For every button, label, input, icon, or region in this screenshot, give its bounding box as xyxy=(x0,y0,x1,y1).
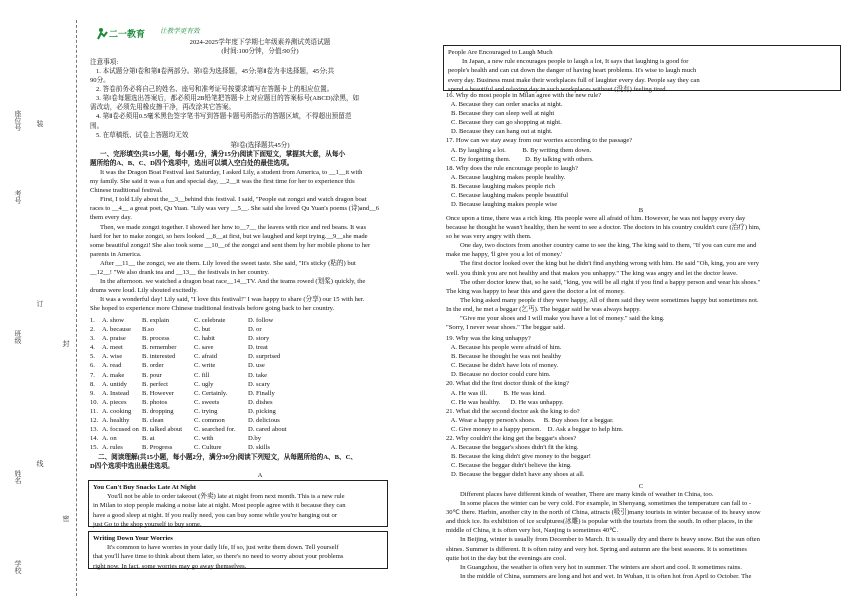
option-n: 9. xyxy=(90,389,95,397)
question-line: D. Because no doctor could cure him. xyxy=(446,371,551,379)
option-c: C. save xyxy=(194,344,214,352)
option-b: B. explain xyxy=(142,317,170,324)
option-d: D. or xyxy=(248,326,262,334)
questions-19-22 xyxy=(446,334,836,480)
option-a: A. cooking xyxy=(102,407,132,415)
note-line: 4. 第Ⅱ卷必须用0.5毫米黑色签字笔书写到答题卡题号所指示的答题区域，不得超出预留范 xyxy=(96,113,352,121)
passage-b-label: B xyxy=(638,207,644,214)
passage-line: Once upon a time, there was a rich king. His people were all afraid of him. However, he was not happy every day xyxy=(446,215,746,222)
option-n: 10. xyxy=(90,398,99,406)
option-row xyxy=(90,316,390,325)
cloze-line: them every day. xyxy=(90,214,132,222)
question-line: 21. What did the second doctor ask the king to do? xyxy=(446,407,580,415)
passage-line: in Milan to stop people making a noise late at night. Most people agree with it because they can xyxy=(93,502,346,510)
option-n: 6. xyxy=(90,362,95,370)
logo-icon xyxy=(96,26,146,40)
margin-label: 线 xyxy=(36,460,43,467)
option-a: A. Instead xyxy=(102,389,130,397)
option-a: A. on xyxy=(102,435,117,443)
section2-instr1: 二、阅读理解(共15小题，每小题2分，满分30分)阅读下列短文，从每题所给的A、B、C、 xyxy=(98,454,357,461)
passage-line: 30℃ there. Harbin, another city in the north of China, attracts (吸引)many tourists in winter because of its heavy snow xyxy=(446,509,761,517)
question-line: D. Because they can hang out at night. xyxy=(446,128,553,136)
option-row xyxy=(90,371,390,380)
option-n: 11. xyxy=(90,407,98,415)
section1-title: 第Ⅰ卷(选择题共45分) xyxy=(230,142,290,149)
option-a: A. make xyxy=(102,371,125,379)
cloze-line: She hoped to experience more Chinese traditional festivals before going back to her country. xyxy=(90,305,335,313)
option-row xyxy=(90,407,390,416)
passage-line: every day. Business must make their workplaces full of laughter every day. People say they can xyxy=(448,76,700,84)
question-line: 18. Why does the rule encourage people to laugh? xyxy=(446,164,578,172)
passage-line: In the end, he met a beggar (乞丐). The beggar said he was always happy. xyxy=(446,305,641,313)
passage-line: because he thought he wasn't healthy, then he went to see a doctor. The doctors in his country couldn't cure (治疗) him, xyxy=(446,224,761,232)
option-c: C. fill xyxy=(194,371,210,379)
option-c: C. with xyxy=(194,435,214,443)
option-d: D. cared about xyxy=(248,426,287,434)
cloze-line: In the afternoon. we watched a dragon boat race__14__TV. And the teams rowed (划桨) quickly, the xyxy=(100,278,366,286)
note-line: 2. 答卷前务必将自己的姓名、座号和准考证号按要求填写在答题卡上的相应位置。 xyxy=(96,86,334,94)
question-line: B. Because laughing makes people rich xyxy=(446,182,555,190)
option-d: D. story xyxy=(248,335,270,343)
option-d: D. skills xyxy=(248,444,270,452)
svg-text:二一教育: 二一教育 xyxy=(109,30,146,40)
option-n: 3. xyxy=(90,335,95,343)
option-n: 5. xyxy=(90,353,95,361)
passage-line: right now, In fact, some worries may go away themselves. xyxy=(93,562,247,570)
option-b: B. However xyxy=(142,389,174,397)
margin-label: 姓名 xyxy=(14,470,21,484)
passage-a2-box xyxy=(88,531,388,569)
question-line: 17. How can we stay away from our worries according to the passage? xyxy=(446,137,633,145)
option-c: C. trying xyxy=(194,407,218,415)
passage-line: shines. Summer is different. It is often rainy and very hot. Spring and autumn are the best seasons. It is sometimes xyxy=(446,545,747,553)
margin-label: 班级 xyxy=(14,330,21,344)
passage-c-label: C xyxy=(638,483,644,490)
passage-line: middle of China, it is often very hot, Nanjing is sometimes 40℃. xyxy=(446,527,619,535)
question-line: C. Because laughing makes people beautiful xyxy=(446,192,569,200)
cloze-passage xyxy=(90,168,435,314)
margin-label: 学校 xyxy=(14,560,21,574)
passage-line: have a good sleep at night. If you really need, you can buy some while you're hanging out or xyxy=(93,511,337,519)
passage-line: In some places the winter can be very cold. For example, in Shenyang, sometimes the temperature can fall to - xyxy=(460,500,752,508)
cloze-line: Chinese traditional festival. xyxy=(90,187,163,195)
option-d: D. use xyxy=(248,362,265,370)
note-line: 3. 第Ⅰ卷每题选出答案后，都必须用2B铅笔把答题卡上对应题目的答案标号(ABCD)涂黑，如 xyxy=(96,95,360,103)
option-d: D. dishes xyxy=(248,398,273,406)
passage-line: so he was very angry with them. xyxy=(446,233,532,241)
passage-line: "Sorry, I never wear shoes." The beggar said. xyxy=(446,324,566,332)
note-line: 围。 xyxy=(90,122,104,130)
option-n: 8. xyxy=(90,380,95,388)
option-d: D. follow xyxy=(248,317,274,324)
notes-list xyxy=(90,67,430,140)
option-c: C. ugly xyxy=(194,380,214,388)
passage-line: The other doctor knew that, so he said, "king, you will be all right if you find a happy person and wear his shoes." xyxy=(460,278,761,286)
option-row xyxy=(90,334,390,343)
option-c: C. Culture xyxy=(194,444,222,452)
cloze-line: hard for her to make zongzi, so hers looked __8__at first, but we laughed and kept trying.__9__she made xyxy=(90,232,368,240)
question-line: D. Because laughing makes people wise xyxy=(446,201,558,209)
option-n: 1. xyxy=(90,317,95,324)
option-d: D. scary xyxy=(248,380,270,388)
passage-line: It's common to have worries in your daily life, If so, just write them down. Tell yourself xyxy=(107,544,339,552)
option-a: A. rules xyxy=(102,444,123,452)
exam-title: 2024-2025学年度下学期七年级素养测试英语试题 xyxy=(189,39,331,46)
option-c: C. common xyxy=(194,417,225,425)
note-line: 90分。 xyxy=(90,77,110,85)
option-d: D. delicious xyxy=(248,417,280,425)
slogan: 让教学更有效 xyxy=(160,28,200,35)
option-row xyxy=(90,352,390,361)
option-a: A. because xyxy=(102,326,131,334)
question-line: A. Because his people were afraid of him. xyxy=(446,344,562,352)
option-a: A. focused on xyxy=(102,426,139,434)
passage-line: Different places have different kinds of weather, There are many kinds of weather in China, too. xyxy=(460,491,714,498)
option-row xyxy=(90,434,390,443)
option-row xyxy=(90,380,390,389)
option-a: A. meet xyxy=(102,344,123,352)
margin-label: 订 xyxy=(36,300,43,307)
option-a: A. untidy xyxy=(102,380,127,388)
option-b: B. interested xyxy=(142,353,176,361)
binding-line xyxy=(76,20,77,596)
option-b: B. pour xyxy=(142,371,162,379)
notes-heading: 注意事项: xyxy=(90,59,119,66)
option-c: C. habit xyxy=(194,335,215,343)
passage-line: that you'll have time to think about them later, so there's no need to worry about your problems xyxy=(93,553,344,561)
passage-a1-box xyxy=(88,480,388,527)
exam-subtitle: (时间:100分钟，分值:90分) xyxy=(221,48,299,55)
question-line: C. Because they can go shopping at night. xyxy=(446,119,562,127)
option-b: B. clean xyxy=(142,417,164,425)
margin-label: 座位号 xyxy=(14,110,21,131)
option-c: C. afraid xyxy=(194,353,218,361)
option-c: C. searched for. xyxy=(194,426,236,434)
question-line: A. Because laughing makes people healthy. xyxy=(446,173,566,181)
question-line: D. Because the beggar didn't have any shoes at all. xyxy=(446,471,585,479)
passage-line: One day, two doctors from another country came to see the king, The king said to them, "If you can cure me and xyxy=(460,242,757,250)
cloze-line: After __11__ the zongzi, we ate them. Lily loved the sweet taste. She said, "It's sticky (粘的) but xyxy=(100,259,356,267)
option-d: D. surprised xyxy=(248,353,281,361)
cloze-line: __12__! "We also drank tea and __13__ the festivals in her country. xyxy=(90,269,269,277)
passage-line: In the middle of China, summers are long and hot and wet. In Wuhan, it is often hot fron April to October. The xyxy=(460,572,752,580)
margin-label: 考号 xyxy=(14,190,21,204)
passage-line: In Beijing, winter is usually from December to March. It is usually dry and there is heavy snow. But the sun often xyxy=(460,536,760,544)
question-line: A. By laughing a lot. B. By writing them down. xyxy=(446,146,592,154)
option-n: 15. xyxy=(90,444,99,452)
option-b: B. order xyxy=(142,362,164,370)
option-row xyxy=(90,425,390,434)
option-b: B. talked about xyxy=(142,426,183,434)
option-a: A. pieces xyxy=(102,398,127,406)
option-a: A. healthy xyxy=(102,417,130,425)
passage-line: and thick ice. Its exhibition of ice sculptures(冰雕) is popular with the tourists from the south. In other places, in the xyxy=(446,518,753,526)
option-n: 14. xyxy=(90,435,99,443)
option-n: 13. xyxy=(90,426,99,434)
option-n: 7. xyxy=(90,371,95,379)
section1-instr1: 一、完形填空(共15小题，每小题1分，满分15分)阅读下面短文，掌握其大意，从每小 xyxy=(100,151,346,158)
option-n: 4. xyxy=(90,344,95,352)
passage-line: make me happy, 'll give you a lot of money.' xyxy=(446,251,563,259)
cloze-line: parents in America. xyxy=(90,250,142,258)
margin-label: 封 xyxy=(62,340,69,347)
passage-line: The first doctor looked over the king but he didn't find anything wrong with him. He said "Oh, king, you are very xyxy=(460,260,760,268)
question-line: A. Because they can order snacks at night. xyxy=(446,101,563,109)
option-row xyxy=(90,389,390,398)
option-n: 2. xyxy=(90,326,95,334)
cloze-line: races to __4__ a great poet, Qu Yuan. "Lily was very __5__. She said she loved Qu Yuan's poems (诗)and__6 xyxy=(90,205,380,213)
question-line: 22. Why couldn't the king get the beggar's shoes? xyxy=(446,435,577,443)
option-b: B. process xyxy=(142,335,170,343)
question-line: C. Because he didn't have lots of money. xyxy=(446,362,559,370)
option-d: D. treat xyxy=(248,344,268,352)
option-b: B. at xyxy=(142,435,155,443)
option-a: A. read xyxy=(102,362,122,370)
option-c: C. Certainly. xyxy=(194,389,228,397)
option-n: 12. xyxy=(90,417,99,425)
passage-a2-title: Writing Down Your Worries xyxy=(93,535,173,542)
passage-line: In Japan, a new rule encourages people to laugh a lot, It says that laughing is good for xyxy=(462,58,689,66)
passage-line: quite hot in the day but the evenings are cool. xyxy=(446,554,567,562)
option-c: C. sweets xyxy=(194,398,220,406)
cloze-options xyxy=(90,316,390,452)
question-line: C. Because the beggar didn't believe the king. xyxy=(446,462,572,470)
question-line: B. Because they can sleep well at night xyxy=(446,110,555,118)
option-c: C. but xyxy=(194,326,211,334)
question-line: C. By forgetting them. D. By talking with others. xyxy=(446,155,594,163)
option-c: C. celebrate xyxy=(194,317,226,324)
passage-line: people's health and can cut down the danger of having heart problems. It's wise to laugh much xyxy=(448,67,697,75)
passage-line: You'll not be able to order takeout (外卖) late at night from next month. This is a new rule xyxy=(107,493,345,501)
question-line: B. Because he thought he was not healthy xyxy=(446,353,562,361)
passage-b xyxy=(446,214,840,332)
question-line: A. He was ill. B. He was kind. xyxy=(446,389,546,397)
passage-line: "Give me your shoes and I will make you have a lot of money." said the king. xyxy=(460,315,665,323)
cloze-line: It was a wonderful day! Lily said, "I love this festival!" I was happy to share (分享) our 15 with her. xyxy=(100,296,365,304)
option-d: D. take xyxy=(248,371,268,379)
option-row xyxy=(90,343,390,352)
option-row xyxy=(90,443,390,452)
questions-16-18 xyxy=(446,91,836,209)
question-line: C. Give money to a happy person. D. Ask a beggar to help him. xyxy=(446,425,624,433)
section1-instr2: 题所给的A、B、C、D四个选项中，选出可以填入空白处的最佳选项。 xyxy=(90,160,294,167)
passage-a-label: A xyxy=(257,472,263,479)
option-a: A. show xyxy=(102,317,124,324)
note-line: 5. 在草稿纸、试卷上答题均无效 xyxy=(96,131,189,139)
question-line: B. Because the king didn't give money to the beggar! xyxy=(446,453,591,461)
option-a: A. wise xyxy=(102,353,123,361)
margin-label: 装 xyxy=(36,120,43,127)
question-line: C. He was healthy. D. He was unhappy. xyxy=(446,398,564,406)
option-d: D.by xyxy=(248,435,262,443)
question-line: 20. What did the first doctor think of the king? xyxy=(446,380,569,388)
passage-a3-box xyxy=(443,45,841,91)
option-row xyxy=(90,398,390,407)
cloze-line: First, I told Lily about the__3__behind this festival. I said, "People eat zongzi and watch dragon boat xyxy=(100,196,367,204)
passage-line: The king asked many people if they were happy, All of them said they were sometimes happy but sometimes not. xyxy=(460,296,759,304)
option-d: D. picking xyxy=(248,407,276,415)
passage-line: spend a beautiful and relaxing day in such workplaces without (没有) feeling tired. xyxy=(448,85,668,93)
option-d: D. Finally xyxy=(248,389,275,397)
margin-label: 密 xyxy=(62,515,69,522)
option-b: B. dropping xyxy=(142,407,174,415)
passage-line: The king was happy to hear this and gave the doctor a lot of money. xyxy=(446,287,625,295)
passage-a1-title: You Can't Buy Snacks Late At Night xyxy=(93,484,196,491)
option-row xyxy=(90,361,390,370)
cloze-line: some beautiful zongzi! She also took some __10__of the zongzi and sent them by her mobile phone to her xyxy=(90,241,371,249)
option-b: B.so xyxy=(142,326,154,334)
question-line: 19. Why was the king unhappy? xyxy=(446,335,531,342)
option-b: B. perfect xyxy=(142,380,168,388)
section2-instr2: D四个选项中选出最佳选项。 xyxy=(90,463,174,470)
passage-line: In Guangzhou, the weather is often very hot in summer. The winters are short and cool. It sometimes rains. xyxy=(460,563,742,571)
note-line: 1. 本试题分第Ⅰ卷和第Ⅱ卷两部分。第Ⅰ卷为选择题，45分;第Ⅱ卷为非选择题，45分;共 xyxy=(96,68,335,75)
passage-c xyxy=(446,490,840,581)
question-line: 16. Why do most people in Milan agree with the new rule? xyxy=(446,92,602,99)
cloze-line: It was the Dragon Boat Festival last Saturday, I asked Lily, a student from America, to __1__it with xyxy=(100,169,363,176)
option-b: B. remember xyxy=(142,344,177,352)
note-line: 需改动，必须先用橡皮擦干净，再改涂其它答案。 xyxy=(90,104,236,112)
option-b: B. Progress xyxy=(142,444,173,452)
cloze-line: my family. She said it was a fun and special day, __2__it was the first time for her to experience this xyxy=(90,178,355,186)
passage-line: well. you think you are not healthy and that makes you unhappy." The king was angry and let the doctor leave. xyxy=(446,269,738,277)
passage-a3-title: People Are Encouraged to Laugh Much xyxy=(448,49,553,56)
option-row xyxy=(90,416,390,425)
passage-line: just Go to the shop yourself to buy some. xyxy=(93,520,202,528)
option-row xyxy=(90,325,390,334)
question-line: A. Because the beggar's shoes didn't fit the king. xyxy=(446,444,579,452)
option-b: B. photos xyxy=(142,398,168,406)
cloze-line: Then, we made zongzi together. I showed her how to__7__ the leaves with rice and red beans. It was xyxy=(100,223,367,231)
option-c: C. write xyxy=(194,362,216,370)
question-line: A. Wear a happy person's shoes. B. Buy shoes for a beggar. xyxy=(446,416,614,424)
cloze-line: drums were loud. Lily shouted excitedly. xyxy=(90,287,198,295)
option-a: A. praise xyxy=(102,335,126,343)
